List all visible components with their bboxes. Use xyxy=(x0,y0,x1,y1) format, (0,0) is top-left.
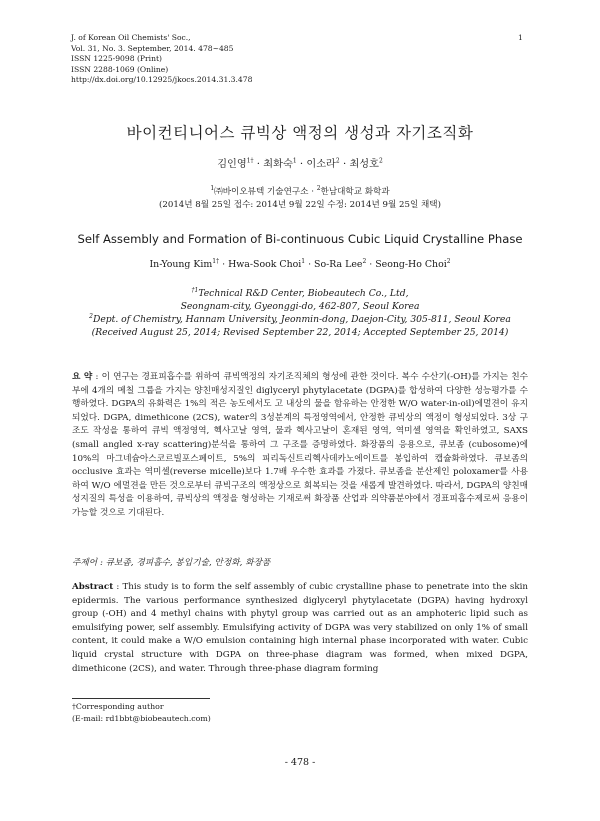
abstract-korean xyxy=(72,371,528,521)
corresponding-author: †Corresponding author xyxy=(72,702,164,711)
footer-page-number: - 478 - xyxy=(284,757,316,768)
affiliation-english xyxy=(0,287,600,339)
author-name: 김인영 xyxy=(217,159,247,170)
title-korean: 바이컨티니어스 큐빅상 액정의 생성과 자기조직화 xyxy=(126,124,474,142)
footnote-divider xyxy=(72,698,210,699)
abstract-text: : This study is to form the self assembly of cubic crystalline phase to penetrate into the skin epidermis. The various performance synthesized diglyceryl phytylacetate (DGPA) having hydroxyl group (-OH) and 4 methyl chains with phytyl group was carried out as an amphoteric lipid such as emulsifying power, self assembly. Emulsifying activity of DGPA was very stabilized on only 1% of small content, it could make a W/O emulsion containing high internal phase incorporated with water. Cubic liquid crystal structure with DGPA on three-phase diagram was formed, when mixed DGPA, dimethicone (2CS), and water. Through three-phase diagram forming xyxy=(72,582,528,674)
keywords: 주제어 : 큐보좀, 경피흡수, 봉입기술, 안정화, 화장품 xyxy=(72,558,271,568)
abstract-text: : 이 연구는 경표피흡수를 위하여 큐빅액정의 자기조직체의 형성에 관한 것이다. 복수 수산기(-OH)를 가지는 친수부에 4개의 메칠 그룹을 가지는 양친매성지질인 diglyceryl phytylacetate (DGPA)를 합성하여 다양한 성능평가를 수행하였다. DGPA의 유화력은 1%의 적은 농도에서도 고 내상의 물을 함유하는 안정한 W/O water-in-oil)에멀젼이 유지되었다. DGPA, dimethicone (2CS), water의 3성분계의 특정영역에서, 안정한 큐빅상의 액정이 형성되었다. 3상 구조도 작성을 통하여 큐빅 액정영역, 헥사고날 영역, 물과 헥사고날이 혼재된 영역, 역미셀 영역을 확인하였고, SAXS (small angled x-ray scattering)분석을 통하여 그 구조를 증명하였다. 화장품의 응용으로, 큐보좀 (cubosome)에 10%의 마그네슘아스코르빌포스페이트, 5%의 피리독신트리헥사데카노에이트를 봉입하여 캡슐화하였다. 큐보좀의 occlusive 효과는 역미셀(reverse micelle)보다 1.7배 우수한 효과를 가졌다. 큐보좀을 분산제인 poloxamer를 사용하여 W/O 에멀젼을 만든 것으로부터 큐빅구조의 액정상으로 회복되는 것을 새롭게 발견하였다. 따라서, DGPA의 양친매성지질의 특성을 이용하여, 큐빅상의 액정을 형성하는 기재로써 화장품 산업과 의약품분야에서 경표피흡수제로써 응용이 가능할 것으로 기대된다. xyxy=(72,372,528,518)
affil-text: 한남대학교 화학과 xyxy=(320,187,390,197)
affil-sup: †1 xyxy=(191,286,199,294)
issn-print: ISSN 1225-9098 (Print) xyxy=(71,54,162,64)
affil-text: Technical R&D Center, Biobeautech Co., Ltd, xyxy=(198,288,409,299)
author-name: So-Ra Lee xyxy=(314,259,363,270)
journal-name: J. of Korean Oil Chemists' Soc., xyxy=(71,33,191,42)
author-sup: 1 xyxy=(292,157,297,165)
received-dates-english: (Received August 25, 2014; Revised September 22, 2014; Accepted September 25, 2014) xyxy=(91,327,509,338)
author-sup: 1† xyxy=(212,257,220,265)
author-separator: · xyxy=(253,159,264,170)
author-email[interactable]: (E-mail: rd1bbt@biobeautech.com) xyxy=(72,713,211,723)
journal-header xyxy=(71,33,252,86)
authors-english xyxy=(0,259,600,270)
author-sup: 2 xyxy=(446,257,451,265)
author-name: 최화숙 xyxy=(263,159,293,170)
affil-sup: 2 xyxy=(89,312,93,320)
author-name: Seong-Ho Choi xyxy=(375,259,447,270)
affiliation-line xyxy=(0,186,600,199)
author-separator: · xyxy=(219,259,229,270)
title-english: Self Assembly and Formation of Bi-continuous Cubic Liquid Crystalline Phase xyxy=(77,232,523,246)
author-separator: · xyxy=(305,259,315,270)
author-sup: 1 xyxy=(301,257,306,265)
author-name: Hwa-Sook Choi xyxy=(228,259,302,270)
author-name: In-Young Kim xyxy=(149,259,213,270)
affiliation-address: Seongnam-city, Gyeonggi-do, 462-807, Seoul Korea xyxy=(180,301,420,312)
abstract-english xyxy=(72,581,528,676)
page-number: 1 xyxy=(518,33,523,42)
author-sup: 1† xyxy=(246,157,254,165)
affiliation-korean xyxy=(0,186,600,212)
author-separator: · xyxy=(296,159,307,170)
author-separator: · xyxy=(339,159,350,170)
volume-info: Vol. 31, No. 3. September, 2014. 478~485 xyxy=(71,43,234,53)
author-name: 이소라 xyxy=(306,159,336,170)
affil-text: ㈜바이오뷰텍 기술연구소 · xyxy=(214,187,317,197)
affiliation-line xyxy=(0,287,600,300)
affil-sup: 2 xyxy=(316,185,321,193)
affil-text: Dept. of Chemistry, Hannam University, Jeonmin-dong, Daejon-City, 305-811, Seoul Korea xyxy=(92,314,511,325)
author-sup: 2 xyxy=(335,157,340,165)
abstract-label: 요 약 xyxy=(72,372,93,382)
issn-online: ISSN 2288-1069 (Online) xyxy=(71,64,169,74)
author-separator: · xyxy=(366,259,376,270)
author-sup: 2 xyxy=(378,157,383,165)
authors-korean xyxy=(0,155,600,170)
received-dates-korean: (2014년 8월 25일 접수: 2014년 9월 22일 수정: 2014년 9월 25일 채택) xyxy=(159,200,441,210)
footnote xyxy=(72,701,211,724)
doi-link[interactable]: http://dx.doi.org/10.12925/jkocs.2014.31.3.478 xyxy=(71,75,253,85)
affil-sup: 1 xyxy=(210,185,215,193)
affiliation-line xyxy=(0,313,600,326)
author-name: 최성호 xyxy=(349,159,379,170)
author-sup: 2 xyxy=(362,257,367,265)
abstract-label: Abstract xyxy=(72,582,114,592)
